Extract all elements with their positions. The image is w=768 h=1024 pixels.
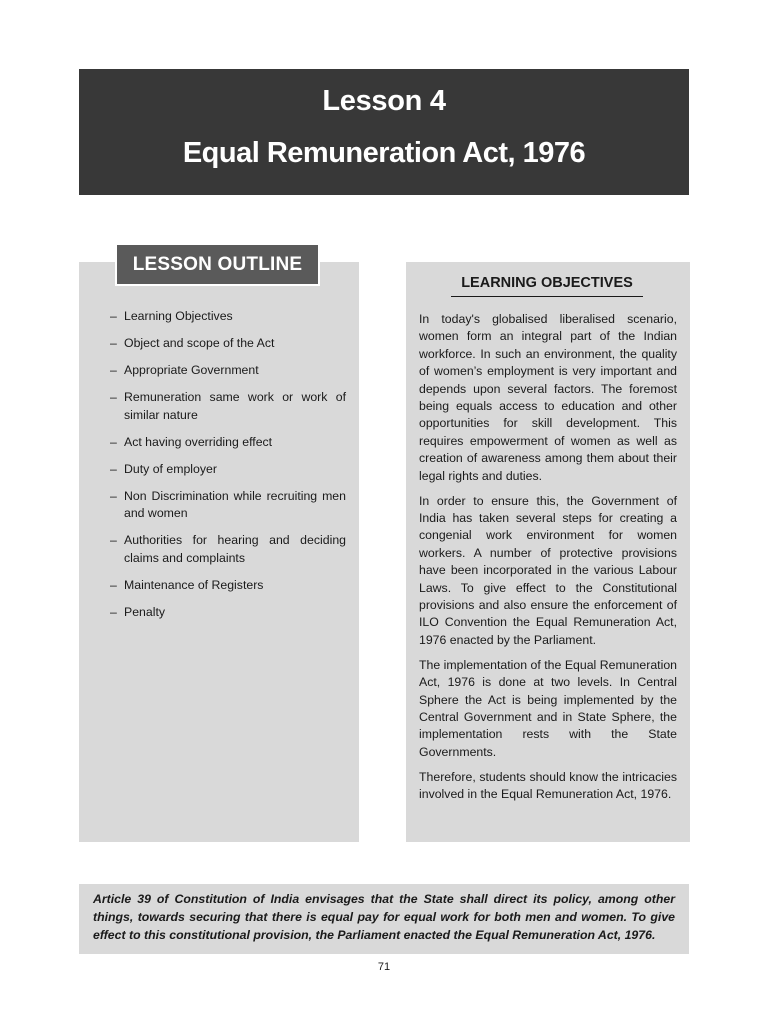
- dash-marker: –: [110, 363, 117, 377]
- outline-item: – Appropriate Government: [110, 362, 346, 380]
- dash-marker: –: [110, 336, 117, 350]
- objectives-paragraph: In order to ensure this, the Government of India has taken several steps for creating a congenial work environment for women workers. A number of protective provisions have been incorporated in the various Labour Laws. To give effect to the Constitutional provisions and also ensure the enforcement of ILO Convention the Equal Remuneration Act, 1976 enacted by the Parliament.: [419, 493, 677, 647]
- dash-marker: –: [110, 461, 117, 476]
- objectives-paragraph: The implementation of the Equal Remuneration Act, 1976 is done at two levels. In Central Sphere the Act is being implemented by the Central Government and in State Sphere, the implementation rests with the State Governments.: [419, 657, 677, 759]
- dash-marker: –: [110, 533, 117, 547]
- outline-item: – Remuneration same work or work of similar nature: [110, 390, 346, 422]
- outline-item: – Maintenance of Registers: [110, 577, 346, 595]
- dash-marker: –: [110, 309, 117, 323]
- lesson-header: [79, 69, 689, 195]
- outline-item: – Duty of employer: [110, 461, 346, 479]
- outline-item: – Learning Objectives: [110, 308, 346, 326]
- dash-marker: –: [110, 488, 117, 503]
- lesson-title: Equal Remuneration Act, 1976: [182, 137, 586, 169]
- outline-item: – Non Discrimination while recruiting men and women: [110, 488, 346, 520]
- outline-item: – Act having overriding effect: [110, 434, 346, 452]
- dash-marker: –: [110, 577, 117, 592]
- dash-marker: –: [110, 390, 117, 404]
- lesson-outline-heading: LESSON OUTLINE: [117, 245, 318, 284]
- page-number: 71: [377, 961, 391, 973]
- outline-item: – Object and scope of the Act: [110, 335, 346, 353]
- learning-objectives-body: [419, 311, 677, 811]
- article-39-text: Article 39 of Constitution of India envisages that the State shall direct its policy, among other things, towards securing that there is equal pay for equal work for both men and women. To give effect to this constitutional provision, the Parliament enacted the Equal Remuneration Act, 1976.: [93, 892, 675, 942]
- outline-item: – Authorities for hearing and deciding claims and complaints: [110, 533, 346, 565]
- dash-marker: –: [110, 604, 117, 619]
- objectives-paragraph: In today's globalised liberalised scenario, women form an integral part of the Indian workforce. In such an environment, the quality of women’s employment is very important and depends upon several factors. The foremost being equals access to education and other opportunities for skill development. This requires empowerment of women as well as creation of awareness among them about their legal rights and duties.: [419, 312, 677, 483]
- learning-objectives-heading: LEARNING OBJECTIVES: [451, 275, 643, 297]
- lesson-number: Lesson 4: [322, 85, 446, 117]
- objectives-paragraph: Therefore, students should know the intricacies involved in the Equal Remuneration Act, 1976.: [419, 769, 677, 802]
- outline-item: – Penalty: [110, 604, 346, 622]
- dash-marker: –: [110, 434, 117, 449]
- lesson-outline-list: [110, 308, 346, 631]
